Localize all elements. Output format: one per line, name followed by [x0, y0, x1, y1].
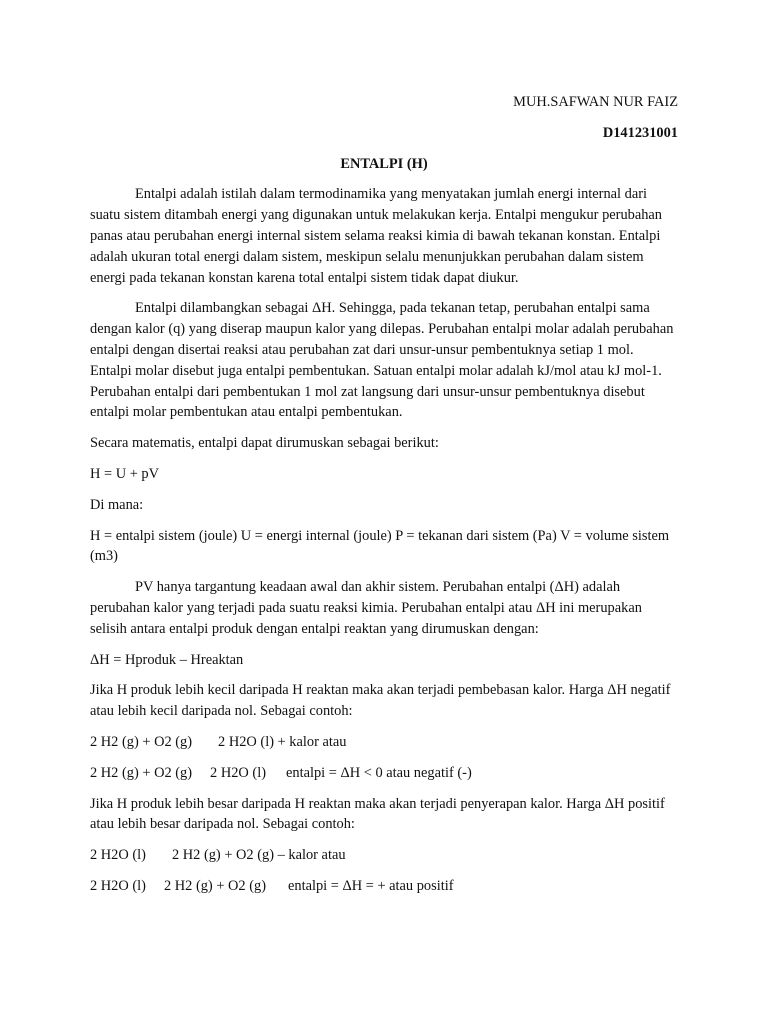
equation-right: 2 H2 (g) + O2 (g) – kalor atau [171, 847, 346, 864]
equation-note: entalpi = ΔH = + atau positif [288, 877, 454, 894]
equation-left: 2 H2 (g) + O2 (g) [90, 733, 193, 750]
formula-delta-h: ΔH = Hproduk – Hreaktan [90, 651, 244, 668]
equation-right: 2 H2O (l) [210, 764, 267, 781]
equation-left: 2 H2 (g) + O2 (g) [90, 764, 193, 781]
equation-left: 2 H2O (l) [90, 877, 146, 894]
equation-exo-2 [90, 763, 678, 784]
equation-exo-1 [90, 732, 678, 753]
paragraph-symbol: Entalpi dilambangkan sebagai ΔH. Sehingga, pada tekanan tetap, perubahan entalpi sama dengan kalor (q) yang diserap maupun kalor yang dilepas. Perubahan entalpi molar adalah perubahan entalpi dengan disertai reaksi atau perubahan zat dari unsur-unsur pembentuknya setiap 1 mol. Entalpi molar disebut juga entalpi pembentukan. Satuan entalpi molar adalah kJ/mol atau kJ mol-1. Perubahan entalpi dari pembentukan 1 mol zat langsung dari unsur-unsur pembentuknya disebut entalpi molar pembentukan atau entalpi pembentukan. [90, 300, 674, 421]
document-title: ENTALPI (H) [340, 155, 428, 172]
paragraph-definition: Entalpi adalah istilah dalam termodinamika yang menyatakan jumlah energi internal dari suatu sistem ditambah energi yang digunakan untuk melakukan kerja. Entalpi mengukur perubahan panas atau perubahan energi internal sistem selama reaksi kimia di bawah tekanan konstan. Entalpi adalah ukuran total energi dalam sistem, meskipun selalu menunjukkan perubahan dalam sistem energi pada tekanan konstan karena total entalpi sistem tidak dapat diukur. [90, 186, 663, 286]
student-id: D141231001 [602, 124, 678, 141]
paragraph-math-intro: Secara matematis, entalpi dapat dirumuskan sebagai berikut: [90, 435, 439, 452]
formula-enthalpy: H = U + pV [90, 465, 159, 482]
equation-endo-2 [90, 876, 678, 897]
paragraph-change: PV hanya targantung keadaan awal dan akhir sistem. Perubahan entalpi (ΔH) adalah perubahan kalor yang terjadi pada suatu reaksi kimia. Perubahan entalpi atau ΔH ini merupakan selisih antara entalpi produk dengan entalpi reaktan yang dirumuskan dengan: [90, 579, 642, 637]
where-label: Di mana: [90, 496, 144, 513]
equation-right: 2 H2O (l) + kalor atau [218, 733, 347, 750]
paragraph-exothermic: Jika H produk lebih kecil daripada H reaktan maka akan terjadi pembebasan kalor. Harga ΔH negatif atau lebih kecil daripada nol. Sebagai contoh: [90, 682, 671, 720]
variable-definitions: H = entalpi sistem (joule) U = energi internal (joule) P = tekanan dari sistem (Pa) V = volume sistem (m3) [90, 527, 670, 565]
equation-left: 2 H2O (l) [90, 847, 146, 864]
equation-note: entalpi = ΔH < 0 atau negatif (-) [286, 764, 472, 781]
author-name: MUH.SAFWAN NUR FAIZ [513, 94, 678, 110]
equation-endo-1 [90, 845, 678, 866]
equation-right: 2 H2 (g) + O2 (g) [163, 877, 267, 894]
paragraph-endothermic: Jika H produk lebih besar daripada H reaktan maka akan terjadi penyerapan kalor. Harga ΔH positif atau lebih besar daripada nol. Sebagai contoh: [90, 795, 665, 833]
